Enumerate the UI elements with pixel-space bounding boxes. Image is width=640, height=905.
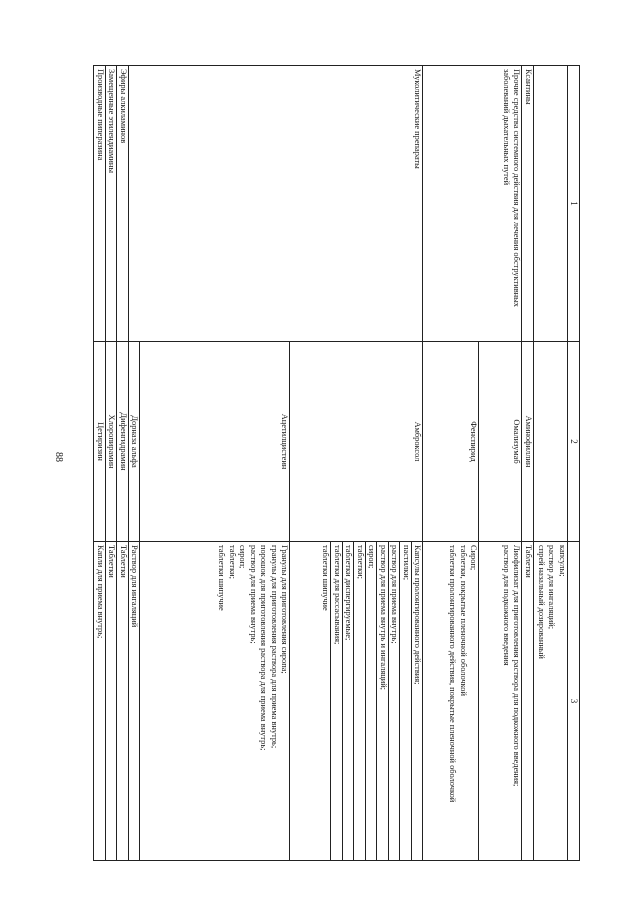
dosage-forms-cell xyxy=(94,542,106,861)
substance-cell: Дорназа альфа xyxy=(128,342,140,542)
group-cell xyxy=(533,66,567,342)
table-row xyxy=(117,66,129,861)
dosage-form: таблетки пролонгированного действия, покрытые пленочной оболочкой xyxy=(448,545,458,803)
dosage-form: таблетки для рассасывания; xyxy=(331,542,343,860)
dosage-form: раствор для приема внутрь; xyxy=(389,542,401,860)
dosage-form: Таблетки xyxy=(107,545,117,578)
dosage-form: Раствор для ингаляций xyxy=(130,545,140,628)
dosage-form: таблетки; xyxy=(354,542,366,860)
substance-cell: Фенспирид xyxy=(423,342,479,542)
column-header-1: 1 xyxy=(567,66,579,342)
dosage-forms-cell xyxy=(290,542,423,861)
substance-cell: Омализумаб xyxy=(479,342,522,542)
dosage-form: гранулы для приготовления раствора для приема внутрь; xyxy=(269,545,279,749)
dosage-forms-cell xyxy=(479,542,522,861)
column-header-2: 2 xyxy=(567,342,579,542)
dosage-forms-cell xyxy=(117,542,129,861)
dosage-form: сироп; xyxy=(238,545,248,569)
substance-cell: Цетиризин xyxy=(94,342,106,542)
dosage-form: пастилки; xyxy=(400,542,412,860)
dosage-form: Таблетки xyxy=(118,545,128,578)
group-cell: Производные пиперазина xyxy=(94,66,106,342)
dosage-forms-cell xyxy=(423,542,479,861)
table-row xyxy=(94,66,106,861)
substance-cell: Аминофиллин xyxy=(522,342,534,542)
table-row xyxy=(479,66,522,861)
dosage-form: таблетки диспергируемые; xyxy=(343,542,355,860)
dosage-forms-cell xyxy=(105,542,117,861)
group-cell: Ксантины xyxy=(522,66,534,342)
dosage-form: раствор для приема внутрь и ингаляций; xyxy=(377,542,389,860)
dosage-form: Капсулы пролонгированного действия; xyxy=(413,545,423,685)
dosage-form: раствор для подкожного введения xyxy=(501,545,511,666)
substance-cell: Ацетилцистеин xyxy=(140,342,290,542)
group-cell: Эфиры алкиламинов xyxy=(117,66,129,342)
dosage-form: таблетки шипучие xyxy=(320,542,332,860)
page-number: 88 xyxy=(53,452,64,462)
dosage-forms-cell xyxy=(522,542,534,861)
dosage-form: Сироп; xyxy=(469,545,479,571)
rotated-table-sheet xyxy=(97,65,580,860)
dosage-form: раствор для приема внутрь; xyxy=(248,545,258,644)
dosage-forms-cell xyxy=(533,542,567,861)
dosage-form: таблетки шипучие xyxy=(217,545,227,611)
dosage-forms-cell xyxy=(128,542,140,861)
table-header-row xyxy=(567,66,579,861)
dosage-form: таблетки, покрытые пленочной оболочкой xyxy=(458,545,468,696)
dosage-form: Таблетки xyxy=(523,545,533,578)
dosage-form: порошок для приготовления раствора для приема внутрь; xyxy=(259,545,269,751)
substance-cell xyxy=(533,342,567,542)
substance-cell: Амброксол xyxy=(290,342,423,542)
drug-table xyxy=(93,65,580,861)
group-cell: Замещенные этилендиамины xyxy=(105,66,117,342)
dosage-form: спрей назальный дозированный xyxy=(536,545,546,659)
dosage-form: капсулы; xyxy=(557,545,567,577)
substance-cell: Дифенгидрамин xyxy=(117,342,129,542)
group-cell: Прочие средства системного действия для лечения обструктивных заболеваний дыхательных путей xyxy=(423,66,522,342)
dosage-form: Лиофилизат для приготовления раствора для подкожного введения; xyxy=(512,545,522,787)
dosage-form: Гранулы для приготовления сиропа; xyxy=(280,545,290,674)
substance-cell: Хлоропирамин xyxy=(105,342,117,542)
table-row xyxy=(522,66,534,861)
column-header-3: 3 xyxy=(567,542,579,861)
dosage-forms-cell xyxy=(140,542,290,861)
table-row xyxy=(290,66,423,861)
table-row xyxy=(533,66,567,861)
table-row xyxy=(105,66,117,861)
group-cell: Муколитические препараты xyxy=(128,66,423,342)
dosage-form: раствор для ингаляций; xyxy=(547,545,557,630)
dosage-form: Капли для приема внутрь; xyxy=(95,545,105,639)
dosage-form: таблетки; xyxy=(227,545,237,579)
dosage-form: сироп; xyxy=(366,542,378,860)
